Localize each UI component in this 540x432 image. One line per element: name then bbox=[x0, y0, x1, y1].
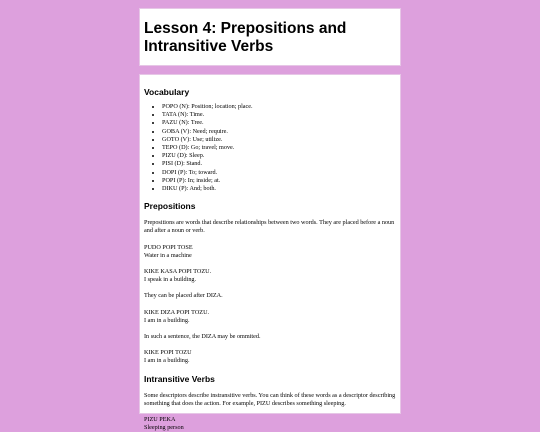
example-phrase: KIKE KASA POPI TOZU. bbox=[144, 268, 212, 276]
prepositions-heading: Prepositions bbox=[144, 201, 196, 212]
prepositions-intro: Prepositions are words that describe relationships between two words. They are placed before a noun and after a noun or verb. bbox=[144, 219, 395, 235]
vocab-item: • PISI (D): Stand. bbox=[162, 160, 396, 168]
example-translation: Sleeping person bbox=[144, 424, 184, 432]
vocabulary-list bbox=[144, 103, 396, 193]
example-phrase: PUDO POPI TOSE bbox=[144, 243, 193, 251]
example-translation: Water in a machine bbox=[144, 251, 192, 259]
vocab-item: • POPI (P): In; inside; at. bbox=[162, 177, 396, 185]
vocab-item: • DIKU (P): And; both. bbox=[162, 185, 396, 193]
vocab-item: • TATA (N): Time. bbox=[162, 111, 396, 119]
vocab-item: • GOBA (V): Need; require. bbox=[162, 128, 396, 136]
vocab-item: • GOTO (V): Use; utilize. bbox=[162, 136, 396, 144]
vocab-item: • POPO (N): Position; location; place. bbox=[162, 103, 396, 111]
vocabulary-heading: Vocabulary bbox=[144, 87, 190, 97]
intransitive-heading: Intransitive Verbs bbox=[144, 373, 215, 384]
vocab-item: • DOPI (P): To; toward. bbox=[162, 169, 396, 177]
example-phrase: PIZU PEKA bbox=[144, 416, 176, 424]
prepositions-note: In such a sentence, the DIZA may be ommited. bbox=[144, 333, 261, 341]
example-translation: I speak in a building. bbox=[144, 276, 197, 284]
title-card bbox=[139, 8, 401, 66]
vocab-item: • PAZU (N): Tree. bbox=[162, 119, 396, 127]
prepositions-note: They can be placed after DIZA. bbox=[144, 292, 223, 300]
vocab-item: • TEPO (D): Go; travel; move. bbox=[162, 144, 396, 152]
vocab-item: • PIZU (D): Sleep. bbox=[162, 152, 396, 160]
page-title: Lesson 4: Prepositions and Intransitive Verbs bbox=[144, 20, 347, 55]
lesson-content bbox=[139, 74, 401, 432]
example-translation: I am in a building. bbox=[144, 316, 190, 324]
example-phrase: KIKE DIZA POPI TOZU. bbox=[144, 308, 210, 316]
intransitive-intro: Some descriptors describe instransitive verbs. You can think of these words as a descriptor describing something that does the action. For example, PIZU describes something sleeping. bbox=[144, 391, 396, 407]
example-phrase: KIKE POPI TOZU bbox=[144, 349, 192, 357]
example-translation: I am in a building. bbox=[144, 357, 190, 365]
